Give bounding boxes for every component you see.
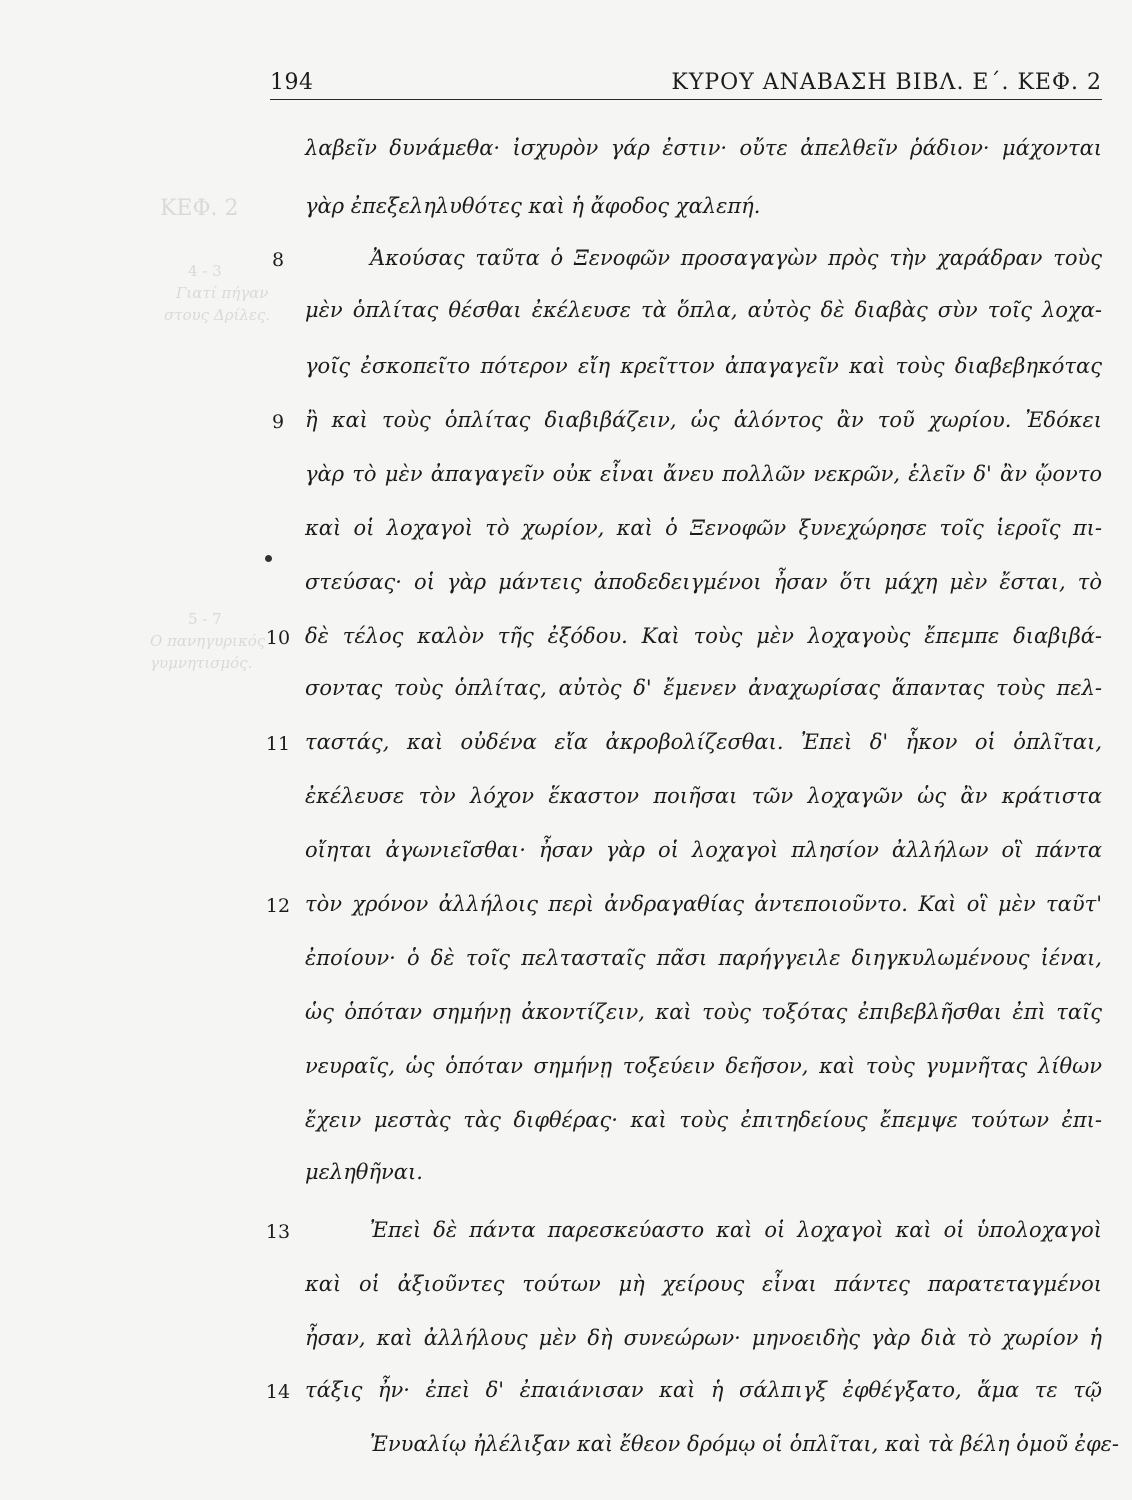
section-number: 13 xyxy=(265,1221,291,1243)
text-line: λαβεῖν δυνάμεθα· ἰσχυρὸν γάρ ἐστιν· οὔτε ἀπελθεῖν ῥάδιον· μάχονται xyxy=(305,136,1102,160)
section-number: 11 xyxy=(265,733,291,755)
section-number: 8 xyxy=(271,249,285,271)
text-line: οἴηται ἀγωνιεῖσθαι· ἦσαν γὰρ οἱ λοχαγοὶ πλησίον ἀλλήλων οἳ πάντα xyxy=(305,838,1102,862)
section-number: 12 xyxy=(265,895,291,917)
text-line: ἐποίουν· ὁ δὲ τοῖς πελτασταῖς πᾶσι παρήγγειλε διηγκυλωμένους ἰέναι, xyxy=(305,946,1102,970)
text-line: στεύσας· οἱ γὰρ μάντεις ἀποδεδειγμένοι ἦσαν ὅτι μάχη μὲν ἔσται, τὸ xyxy=(305,570,1102,594)
margin-dot xyxy=(265,555,272,562)
text-line: δὲ τέλος καλὸν τῆς ἐξόδου. Καὶ τοὺς μὲν λοχαγοὺς ἔπεμπε διαβιβά- xyxy=(305,624,1102,648)
header-rule xyxy=(270,99,1102,100)
text-line: Ἀκούσας ταῦτα ὁ Ξενοφῶν προσαγαγὼν πρὸς τὴν χαράδραν τοὺς xyxy=(370,246,1102,270)
margin-bleed-note: στους Δρίλες. xyxy=(164,306,271,324)
text-line: Ἐπεὶ δὲ πάντα παρεσκεύαστο καὶ οἱ λοχαγοὶ καὶ οἱ ὑπολοχαγοὶ xyxy=(370,1218,1102,1242)
text-line: Ἐνυαλίῳ ἠλέλιξαν καὶ ἔθεον δρόμῳ οἱ ὁπλῖται, καὶ τὰ βέλη ὁμοῦ ἐφε- xyxy=(370,1432,1120,1456)
text-line: τὸν χρόνον ἀλλήλοις περὶ ἀνδραγαθίας ἀντεποιοῦντο. Καὶ οἳ μὲν ταῦτ' xyxy=(305,892,1102,916)
text-line: γὰρ ἐπεξεληλυθότες καὶ ἡ ἄφοδος χαλεπή. xyxy=(305,194,761,218)
margin-bleed-note: Γιατί πήγαν xyxy=(176,284,269,302)
text-line: γοῖς ἐσκοπεῖτο πότερον εἴη κρεῖττον ἀπαγαγεῖν καὶ τοὺς διαβεβηκότας xyxy=(305,354,1102,378)
text-line: ὡς ὁπόταν σημήνῃ ἀκοντίζειν, καὶ τοὺς τοξότας ἐπιβεβλῆσθαι ἐπὶ ταῖς xyxy=(305,1000,1102,1024)
text-line: ταστάς, καὶ οὐδένα εἴα ἀκροβολίζεσθαι. Ἐπεὶ δ' ἧκον οἱ ὁπλῖται, xyxy=(305,730,1102,754)
text-line: γὰρ τὸ μὲν ἀπαγαγεῖν οὐκ εἶναι ἄνευ πολλῶν νεκρῶν, ἑλεῖν δ' ἂν ᾤοντο xyxy=(305,462,1102,486)
text-line: ἢ καὶ τοὺς ὁπλίτας διαβιβάζειν, ὡς ἁλόντος ἂν τοῦ χωρίου. Ἐδόκει xyxy=(305,408,1102,432)
page-number: 194 xyxy=(270,70,314,95)
section-number: 10 xyxy=(265,627,291,649)
text-line: ἦσαν, καὶ ἀλλήλους μὲν δὴ συνεώρων· μηνοειδὴς γὰρ διὰ τὸ χωρίον ἡ xyxy=(305,1326,1102,1350)
text-line: ἐκέλευσε τὸν λόχον ἕκαστον ποιῆσαι τῶν λοχαγῶν ὡς ἂν κράτιστα xyxy=(305,784,1102,808)
page-header xyxy=(270,60,1102,100)
text-line: μὲν ὁπλίτας θέσθαι ἐκέλευσε τὰ ὅπλα, αὐτὸς δὲ διαβὰς σὺν τοῖς λοχα- xyxy=(305,298,1102,322)
margin-bleed-range: 5 - 7 xyxy=(188,610,222,628)
margin-bleed-note: γυμνητισμός. xyxy=(150,654,253,672)
text-line: νευραῖς, ὡς ὁπόταν σημήνῃ τοξεύειν δεῆσον, καὶ τοὺς γυμνῆτας λίθων xyxy=(305,1054,1102,1078)
margin-bleed-range: 4 - 3 xyxy=(188,262,222,280)
text-line: μεληθῆναι. xyxy=(305,1160,423,1184)
text-line: ἔχειν μεστὰς τὰς διφθέρας· καὶ τοὺς ἐπιτηδείους ἔπεμψε τούτων ἐπι- xyxy=(305,1108,1102,1132)
margin-bleed-heading: ΚΕΦ. 2 xyxy=(160,196,239,221)
section-number: 9 xyxy=(271,411,285,433)
margin-bleed-note: Ο πανηγυρικός xyxy=(150,632,266,650)
running-title: ΚΥΡΟΥ ΑΝΑΒΑΣΗ ΒΙΒΛ. Ε΄. ΚΕΦ. 2 xyxy=(671,70,1102,95)
text-line: καὶ οἱ ἀξιοῦντες τούτων μὴ χείρους εἶναι πάντες παρατεταγμένοι xyxy=(305,1272,1102,1296)
section-number: 14 xyxy=(265,1381,291,1403)
text-line: καὶ οἱ λοχαγοὶ τὸ χωρίον, καὶ ὁ Ξενοφῶν ξυνεχώρησε τοῖς ἱεροῖς πι- xyxy=(305,516,1102,540)
text-line: τάξις ἦν· ἐπεὶ δ' ἐπαιάνισαν καὶ ἡ σάλπιγξ ἐφθέγξατο, ἅμα τε τῷ xyxy=(305,1378,1102,1402)
text-line: σοντας τοὺς ὁπλίτας, αὐτὸς δ' ἔμενεν ἀναχωρίσας ἅπαντας τοὺς πελ- xyxy=(305,676,1102,700)
